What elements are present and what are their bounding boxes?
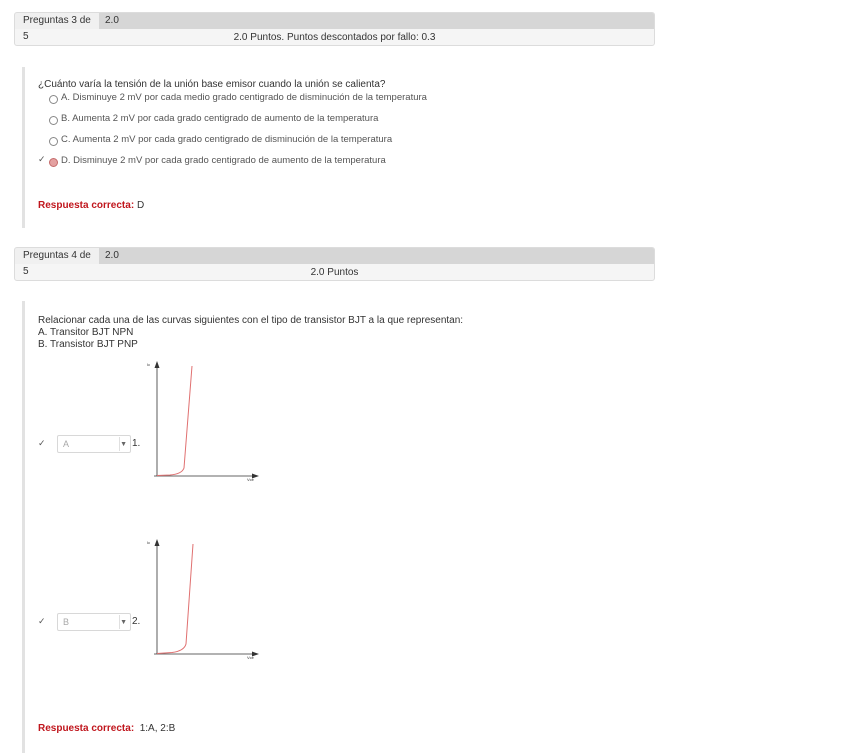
question-number: Preguntas 3 de 5: [15, 13, 99, 29]
x-axis-label: Vce: [247, 655, 254, 660]
match-2-select[interactable]: [57, 613, 131, 631]
check-icon: ✓: [38, 616, 46, 626]
correct-answer-value: 1:A, 2:B: [139, 723, 176, 734]
question-points: 2.0 Puntos. Puntos descontados por fallo: 0.3: [233, 32, 436, 43]
curve-graph-2: [142, 536, 266, 664]
y-axis-arrow: [155, 539, 160, 546]
radio-option-c[interactable]: [49, 137, 58, 146]
chevron-down-icon[interactable]: ▼: [120, 619, 127, 626]
y-axis-label: Ic: [147, 540, 151, 545]
match-1-select[interactable]: [57, 435, 131, 453]
curve-graph-1: [142, 358, 266, 486]
match-1-value: A: [63, 439, 70, 449]
question-score: 2.0: [105, 250, 119, 261]
question-3-header: [14, 12, 655, 46]
check-icon: ✓: [38, 154, 46, 164]
option-a-label: A. Disminuye 2 mV por cada medio grado centigrado de disminución de la temperatura: [61, 92, 427, 103]
option-b-label: B. Aumenta 2 mV por cada grado centigrado de aumento de la temperatura: [61, 113, 379, 124]
chevron-down-icon[interactable]: ▼: [120, 441, 127, 448]
question-4-text: Relacionar cada una de las curvas siguientes con el tipo de transistor BJT a la que representan:: [38, 315, 464, 326]
question-4-header: [14, 247, 655, 281]
characteristic-curve: [157, 366, 192, 476]
correct-answer-label: Respuesta correcta:: [38, 200, 135, 211]
characteristic-curve: [157, 544, 193, 654]
match-1-number: 1.: [132, 438, 141, 449]
x-axis-label: Vce: [247, 477, 254, 482]
check-icon: ✓: [38, 438, 46, 448]
question-points: 2.0 Puntos: [310, 267, 359, 278]
radio-option-b[interactable]: [49, 116, 58, 125]
correct-answer: [38, 200, 144, 211]
option-c-label: C. Aumenta 2 mV por cada grado centigrado de disminución de la temperatura: [61, 134, 393, 145]
question-4-choice-a: A. Transitor BJT NPN: [38, 327, 134, 338]
correct-answer-label: Respuesta correcta:: [38, 723, 135, 734]
question-3-body: [22, 67, 25, 228]
y-axis-label: Ic: [147, 362, 151, 367]
option-d-label: D. Disminuye 2 mV por cada grado centigrado de aumento de la temperatura: [61, 155, 386, 166]
question-score: 2.0: [105, 15, 119, 26]
question-4-choice-b: B. Transistor BJT PNP: [38, 339, 138, 350]
question-number: Preguntas 4 de 5: [15, 248, 99, 264]
match-2-value: B: [63, 617, 70, 627]
correct-answer: [38, 723, 175, 734]
question-4-body: [22, 301, 25, 753]
match-2-number: 2.: [132, 616, 141, 627]
y-axis-arrow: [155, 361, 160, 368]
correct-answer-value: D: [136, 200, 145, 211]
radio-option-a[interactable]: [49, 95, 58, 104]
question-3-text: ¿Cuánto varía la tensión de la unión base emisor cuando la unión se calienta?: [38, 79, 386, 90]
radio-option-d[interactable]: [49, 158, 58, 167]
